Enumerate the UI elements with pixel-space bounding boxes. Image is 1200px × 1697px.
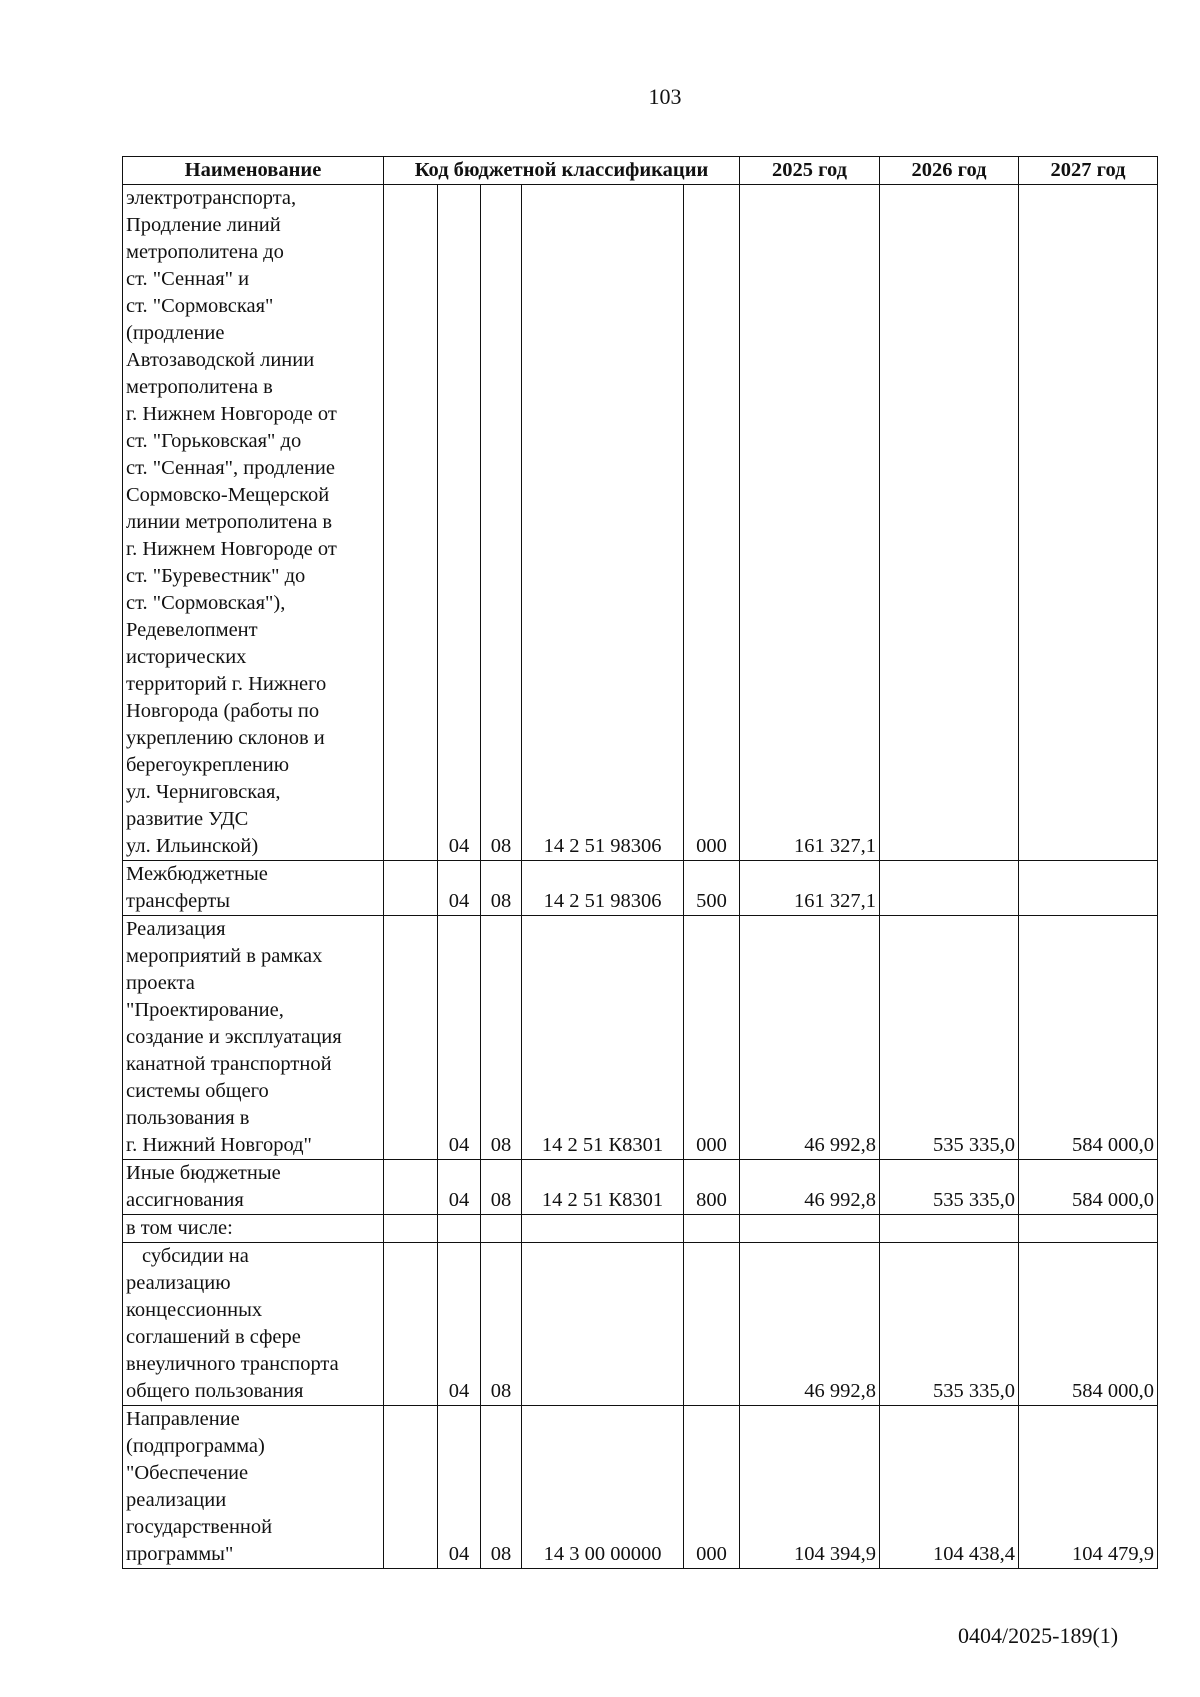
cell-2026: 535 335,0: [880, 916, 1019, 1160]
table-row: [123, 916, 1158, 1160]
table-header-row: [123, 157, 1158, 185]
row-name: [123, 1243, 384, 1406]
name-line: Реализация: [126, 918, 226, 940]
table-body: [123, 185, 1158, 1569]
row-name: [123, 861, 384, 916]
cell-expense-type: 800: [684, 1160, 740, 1215]
row-name: [123, 1160, 384, 1215]
name-line: соглашений в сфере: [126, 1326, 301, 1348]
name-line: реализации: [126, 1489, 227, 1511]
cell-section: 04: [438, 1243, 481, 1406]
name-line: пользования в: [126, 1107, 250, 1129]
cell-2027: 584 000,0: [1019, 916, 1158, 1160]
name-line: ст. "Сормовская": [126, 295, 274, 317]
name-line: Межбюджетные: [126, 863, 268, 885]
name-line: Направление: [126, 1408, 240, 1430]
row-name: [123, 1215, 384, 1243]
cell-2027: [1019, 861, 1158, 916]
header-2027: 2027 год: [1019, 157, 1158, 185]
name-line: развитие УДС: [126, 808, 249, 830]
cell-section: 04: [438, 1160, 481, 1215]
cell-2026: [880, 861, 1019, 916]
name-line: метрополитена в: [126, 376, 273, 398]
cell-section: 04: [438, 916, 481, 1160]
name-line: ст. "Сенная" и: [126, 268, 250, 290]
name-line: канатной транспортной: [126, 1053, 332, 1075]
header-2026: 2026 год: [880, 157, 1019, 185]
cell-expense-type: [684, 1243, 740, 1406]
name-line: системы общего: [126, 1080, 269, 1102]
cell-target: 14 2 51 98306: [522, 861, 684, 916]
page-number: 103: [648, 84, 682, 109]
cell-ministry: [384, 916, 438, 1160]
name-line: Редевелопмент: [126, 619, 258, 641]
name-line: г. Нижнем Новгороде от: [126, 403, 337, 425]
cell-2026: 535 335,0: [880, 1243, 1019, 1406]
name-line: ул. Ильинской): [126, 835, 259, 857]
name-line: метрополитена до: [126, 241, 284, 263]
cell-2025: 161 327,1: [740, 861, 880, 916]
name-line: в том числе:: [126, 1217, 233, 1239]
cell-2025: 46 992,8: [740, 916, 880, 1160]
cell-section: 04: [438, 185, 481, 861]
table-row: [123, 185, 1158, 861]
cell-2026: 535 335,0: [880, 1160, 1019, 1215]
cell-2025: [740, 1215, 880, 1243]
name-line: Продление линий: [126, 214, 281, 236]
cell-subsection: 08: [481, 916, 522, 1160]
row-name: [123, 185, 384, 861]
cell-target: 14 2 51 98306: [522, 185, 684, 861]
name-line: ст. "Буревестник" до: [126, 565, 306, 587]
name-line: берегоукреплению: [126, 754, 290, 776]
name-line: ст. "Сенная", продление: [126, 457, 335, 479]
name-line: проекта: [126, 972, 195, 994]
name-line: Автозаводской линии: [126, 349, 315, 371]
name-line: (подпрограмма): [126, 1435, 265, 1457]
name-line: общего пользования: [126, 1380, 304, 1402]
cell-2025: 46 992,8: [740, 1160, 880, 1215]
name-line: субсидии на: [142, 1245, 249, 1267]
cell-2027: [1019, 185, 1158, 861]
table-row: [123, 1160, 1158, 1215]
cell-target: 14 2 51 К8301: [522, 916, 684, 1160]
cell-subsection: 08: [481, 185, 522, 861]
cell-target: 14 2 51 К8301: [522, 1160, 684, 1215]
cell-expense-type: 000: [684, 916, 740, 1160]
name-line: "Обеспечение: [126, 1462, 249, 1484]
cell-subsection: 08: [481, 1406, 522, 1569]
cell-subsection: 08: [481, 861, 522, 916]
name-line: ассигнования: [126, 1189, 244, 1211]
name-line: государственной: [126, 1516, 273, 1538]
name-line: (продление: [126, 322, 225, 344]
cell-ministry: [384, 1160, 438, 1215]
cell-2025: 104 394,9: [740, 1406, 880, 1569]
cell-2027: 584 000,0: [1019, 1243, 1158, 1406]
name-line: укреплению склонов и: [126, 727, 325, 749]
cell-ministry: [384, 1243, 438, 1406]
name-line: г. Нижнем Новгороде от: [126, 538, 337, 560]
name-line: Сормовско-Мещерской: [126, 484, 330, 506]
cell-target: [522, 1243, 684, 1406]
name-line: г. Нижний Новгород": [126, 1134, 312, 1156]
name-line: мероприятий в рамках: [126, 945, 323, 967]
document-code: 0404/2025-189(1): [958, 1623, 1119, 1648]
cell-target: 14 3 00 00000: [522, 1406, 684, 1569]
cell-section: 04: [438, 1406, 481, 1569]
name-line: "Проектирование,: [126, 999, 284, 1021]
name-line: внеуличного транспорта: [126, 1353, 339, 1375]
name-line: ст. "Горьковская" до: [126, 430, 302, 452]
name-line: линии метрополитена в: [126, 511, 333, 533]
name-line: реализацию: [126, 1272, 231, 1294]
cell-expense-type: 000: [684, 185, 740, 861]
cell-2025: 46 992,8: [740, 1243, 880, 1406]
table-row: [123, 861, 1158, 916]
name-line: программы": [126, 1543, 234, 1565]
cell-target: [522, 1215, 684, 1243]
row-name: [123, 916, 384, 1160]
cell-2027: [1019, 1215, 1158, 1243]
cell-2026: 104 438,4: [880, 1406, 1019, 1569]
cell-2025: 161 327,1: [740, 185, 880, 861]
row-name: [123, 1406, 384, 1569]
name-line: исторических: [126, 646, 247, 668]
cell-2027: 584 000,0: [1019, 1160, 1158, 1215]
cell-expense-type: 500: [684, 861, 740, 916]
cell-2027: 104 479,9: [1019, 1406, 1158, 1569]
table-row: [123, 1406, 1158, 1569]
budget-table: [122, 156, 1158, 1569]
name-line: электротранспорта,: [126, 187, 297, 209]
table-row: [123, 1243, 1158, 1406]
name-line: Новгорода (работы по: [126, 700, 320, 722]
cell-2026: [880, 1215, 1019, 1243]
header-code: Код бюджетной классификации: [384, 157, 740, 185]
name-line: трансферты: [126, 890, 230, 912]
name-line: территорий г. Нижнего: [126, 673, 327, 695]
cell-2026: [880, 185, 1019, 861]
header-2025: 2025 год: [740, 157, 880, 185]
cell-ministry: [384, 1406, 438, 1569]
table-row: [123, 1215, 1158, 1243]
cell-ministry: [384, 185, 438, 861]
header-name: Наименование: [123, 157, 384, 185]
cell-expense-type: [684, 1215, 740, 1243]
name-line: создание и эксплуатация: [126, 1026, 342, 1048]
name-line: ст. "Сормовская"),: [126, 592, 286, 614]
cell-section: 04: [438, 861, 481, 916]
cell-subsection: 08: [481, 1160, 522, 1215]
cell-expense-type: 000: [684, 1406, 740, 1569]
name-line: ул. Черниговская,: [126, 781, 281, 803]
cell-ministry: [384, 1215, 438, 1243]
cell-ministry: [384, 861, 438, 916]
cell-subsection: 08: [481, 1243, 522, 1406]
cell-subsection: [481, 1215, 522, 1243]
cell-section: [438, 1215, 481, 1243]
name-line: концессионных: [126, 1299, 263, 1321]
name-line: Иные бюджетные: [126, 1162, 281, 1184]
